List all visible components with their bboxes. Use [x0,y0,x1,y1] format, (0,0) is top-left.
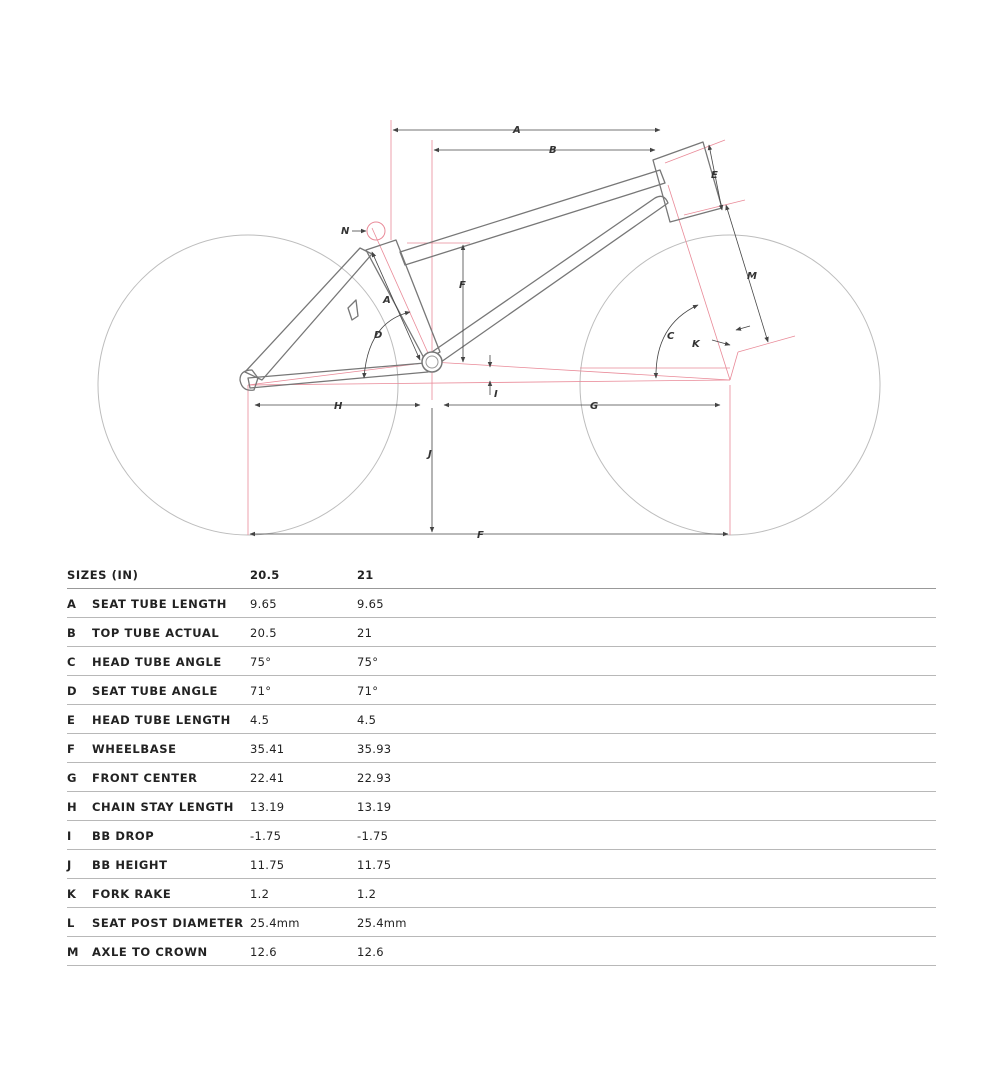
table-row [67,821,936,850]
row-value-size-2: 22.93 [357,771,392,785]
table-row [67,908,936,937]
row-value-size-2: -1.75 [357,829,389,843]
table-row [67,734,936,763]
row-value-size-2: 1.2 [357,887,377,901]
row-measurement-name: BB HEIGHT [92,858,168,872]
row-key: B [67,626,77,640]
row-value-size-2: 4.5 [357,713,377,727]
row-measurement-name: SEAT TUBE ANGLE [92,684,218,698]
row-measurement-name: FORK RAKE [92,887,172,901]
row-measurement-name: TOP TUBE ACTUAL [92,626,220,640]
row-value-size-2: 25.4mm [357,916,407,930]
label-k: K [692,339,700,350]
geometry-guide-lines [248,120,795,535]
row-value-size-1: 12.6 [250,945,277,959]
dimension-lines [250,130,768,534]
row-value-size-1: 22.41 [250,771,285,785]
row-value-size-1: 75° [250,655,272,669]
table-row [67,937,936,966]
row-value-size-1: 20.5 [250,626,277,640]
row-key: M [67,945,79,959]
table-row [67,792,936,821]
top-tube [400,170,665,265]
table-header [67,560,936,589]
row-measurement-name: CHAIN STAY LENGTH [92,800,234,814]
row-measurement-name: HEAD TUBE LENGTH [92,713,231,727]
dim-line-a-seat [372,252,420,360]
table-row [67,850,936,879]
row-value-size-2: 71° [357,684,379,698]
row-value-size-2: 75° [357,655,379,669]
label-j: J [428,449,432,460]
row-key: F [67,742,76,756]
dim-line-k2 [736,326,750,330]
header-size-1: 20.5 [250,568,280,582]
row-key: E [67,713,76,727]
row-value-size-1: 1.2 [250,887,270,901]
label-c: C [667,331,675,342]
row-key: D [67,684,77,698]
row-measurement-name: SEAT POST DIAMETER [92,916,244,930]
row-measurement-name: SEAT TUBE LENGTH [92,597,227,611]
table-row [67,647,936,676]
table-row [67,618,936,647]
label-i: I [494,389,498,400]
row-key: J [67,858,72,872]
label-m: M [747,271,757,282]
row-key: H [67,800,78,814]
down-tube [432,196,668,362]
row-key: G [67,771,77,785]
header-sizes-label: SIZES (IN) [67,568,139,582]
row-value-size-1: 9.65 [250,597,277,611]
row-value-size-1: -1.75 [250,829,282,843]
geometry-table [67,560,936,966]
label-f-bottom: F [477,530,484,541]
label-g: G [590,401,599,412]
row-measurement-name: FRONT CENTER [92,771,198,785]
row-value-size-2: 13.19 [357,800,392,814]
label-f-top: F [459,280,466,291]
row-value-size-1: 71° [250,684,272,698]
row-measurement-name: BB DROP [92,829,155,843]
row-value-size-1: 11.75 [250,858,285,872]
row-value-size-2: 11.75 [357,858,392,872]
row-key: A [67,597,77,611]
table-row [67,676,936,705]
label-a-top: A [513,125,521,136]
label-d: D [374,330,383,341]
row-value-size-1: 35.41 [250,742,285,756]
row-value-size-2: 21 [357,626,373,640]
row-key: K [67,887,77,901]
label-n: N [341,226,350,237]
bottom-bracket [422,352,442,372]
table-row [67,589,936,618]
row-measurement-name: HEAD TUBE ANGLE [92,655,222,669]
row-value-size-2: 35.93 [357,742,392,756]
row-measurement-name: AXLE TO CROWN [92,945,208,959]
dim-line-k [712,340,730,345]
row-measurement-name: WHEELBASE [92,742,177,756]
seat-stay [245,248,372,380]
label-a-seat: A [383,295,391,306]
label-b: B [549,145,557,156]
table-row [67,705,936,734]
row-value-size-2: 12.6 [357,945,384,959]
label-e: E [711,170,718,181]
row-value-size-2: 9.65 [357,597,384,611]
label-h: H [334,401,343,412]
header-size-2: 21 [357,568,374,582]
row-value-size-1: 25.4mm [250,916,300,930]
row-value-size-1: 13.19 [250,800,285,814]
bike-frame [240,142,722,390]
table-row [67,763,936,792]
row-key: C [67,655,76,669]
row-key: L [67,916,75,930]
row-value-size-1: 4.5 [250,713,270,727]
table-row [67,879,936,908]
brake-mount [348,300,358,320]
row-key: I [67,829,72,843]
